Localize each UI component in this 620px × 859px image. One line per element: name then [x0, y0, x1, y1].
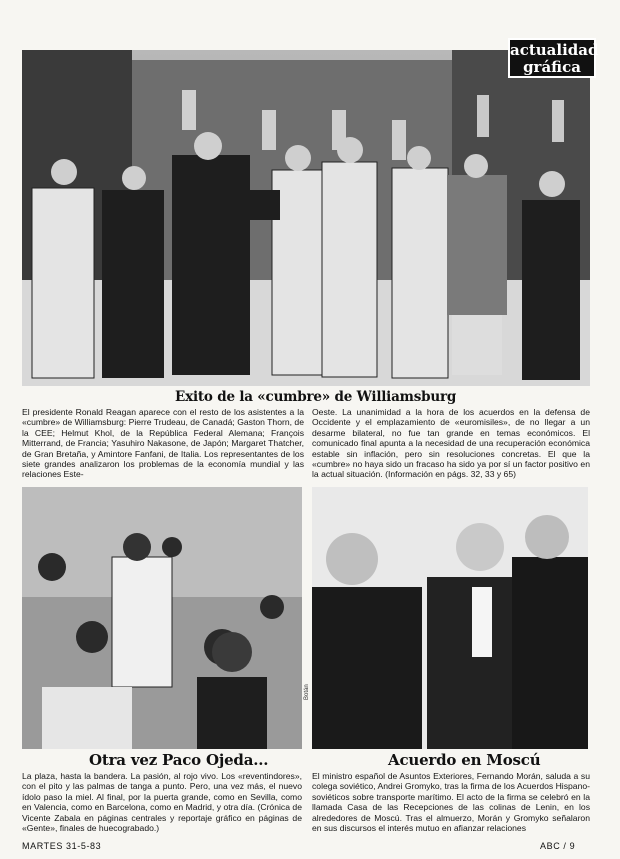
- ojeda-caption: La plaza, hasta la bandera. La pasión, al rojo vivo. Los «reventindores», con el pito y las palmas de tanga a punto. Pero, una vez más, el nuevo ídolo paso Ia miel. Al final, por Ia puerta grande, como en Sevilla, como en Valencia, como en Barcelona, como en Madrid, y otra día. (Crónica de Vicente Zabala en páginas centrales y reportaje gráfico en páginas de «Gente», finales de huecograbado.): [22, 771, 302, 834]
- summit-headline: Exito de la «cumbre» de Williamsburg: [175, 389, 457, 405]
- section-badge-line2: gráfica: [523, 58, 581, 76]
- moscow-photo: [312, 487, 588, 749]
- section-badge: [508, 38, 599, 78]
- footer-page-number: ABC / 9: [540, 841, 576, 851]
- moscow-headline: Acuerdo en Moscú: [388, 751, 541, 769]
- photo-credit: Botán: [304, 684, 310, 700]
- summit-caption-left: El presidente Ronald Reagan aparece con el resto de los asistentes a la «cumbre» de Williamsburg: Pierre Trudeau, de Canadá; Gaston Thorn, de la CEE; Helmut Khol, de la República Federal Alemana; François Mitterrand, de Francia; Yasuhiro Nakasone, de Japón; Margaret Thatcher, de Gran Bretaña, y Amintore Fanfani, de Italia. Los representantes de los siete grandes analizaron los problemas de la economía mundial y las relaciones Este-: [22, 407, 304, 480]
- ojeda-headline: Otra vez Paco Ojeda...: [89, 751, 269, 769]
- ojeda-photo: [22, 487, 302, 749]
- summit-photo: [22, 50, 590, 386]
- summit-caption-right: Oeste. La unanimidad a la hora de los acuerdos en la defensa de Occidente y el emplazamiento de «euromisiles», de no llegar a un desarme bilateral, no fue tan grande en temas económicos. El comunicado final apunta a la necesidad de una recuperación económica estable sin inflación, pero sin resoluciones concretas. El que la «cumbre» no haya sido un fracaso ha sido ya por sí un factor positivo en la actual situación. (Información en págs. 32, 33 y 65): [312, 407, 590, 480]
- footer-date: MARTES 31-5-83: [22, 841, 102, 851]
- moscow-caption: El ministro español de Asuntos Exteriores, Fernando Morán, saluda a su colega soviético, Andrei Gromyko, tras la firma de los Acuerdos Hispano-soviéticos sobre transporte marítimo. El acto de la firma se celebró en la llamada Casa de las Recepciones de las colinas de Lenin, en los alrededores de Moscú. Tras el almuerzo, Morán y Gromyko señalaron en sus discursos el interés mutuo en afianzar relaciones: [312, 771, 590, 834]
- section-badge-line1: actualidad: [510, 41, 599, 59]
